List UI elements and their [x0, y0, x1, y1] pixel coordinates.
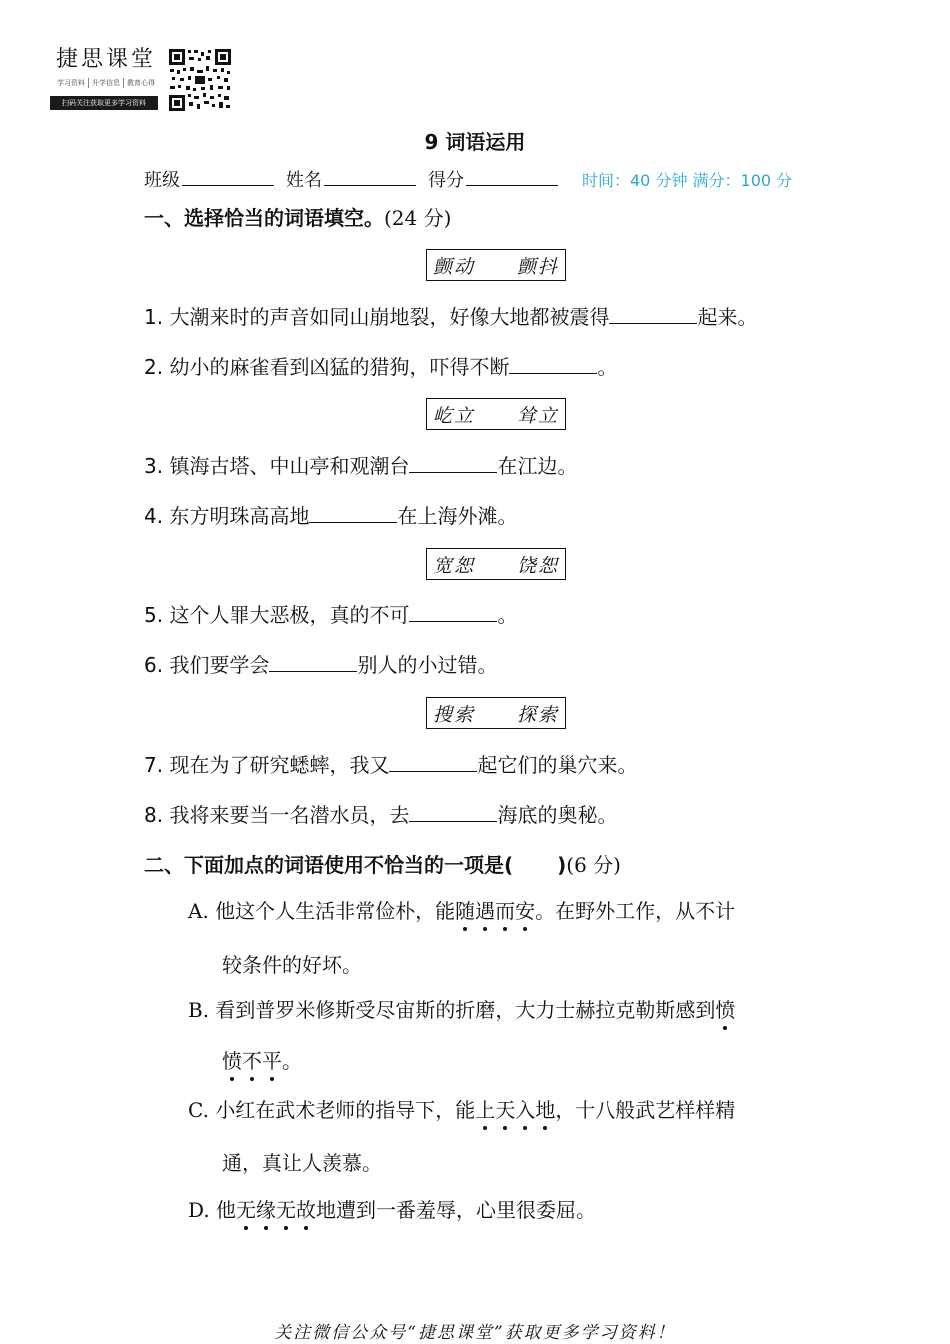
option-b-continued [222, 1045, 302, 1074]
answer-blank[interactable] [409, 452, 497, 473]
question-text: 镇海古塔、中山亭和观潮台 [169, 454, 410, 478]
question-text: 海底的奥秘。 [497, 803, 618, 827]
section-score: (24 分) [384, 206, 452, 230]
section-heading-text: 一、选择恰当的词语填空。 [144, 206, 384, 230]
option-text: ，十八般武艺样样精 [555, 1098, 736, 1122]
word-option: 屹立 [433, 404, 476, 427]
option-text: 看到普罗米修斯受尽宙斯的折磨，大力士赫拉克勒斯感到 [215, 998, 716, 1022]
option-a-continued [222, 949, 362, 978]
question-number: 8. [144, 803, 164, 827]
emphasis-char: 愤 [715, 998, 736, 1022]
question-text: 。 [497, 603, 518, 627]
dotted-word [222, 1049, 282, 1073]
logo-tag: 学习资料 [54, 78, 89, 88]
name-blank[interactable] [324, 167, 416, 186]
dotted-word [455, 899, 535, 923]
word-option: 饶恕 [516, 554, 559, 577]
name-label: 姓名 [286, 170, 322, 191]
page-title: 9 词语运用 [424, 130, 526, 154]
question-number: 3. [144, 454, 164, 478]
option-text: 地遭到一番羞辱，心里很委屈。 [316, 1198, 597, 1222]
option-text: 。 [282, 1049, 302, 1073]
emphasis-char: 而 [495, 899, 516, 923]
answer-blank[interactable] [269, 651, 357, 672]
emphasis-char: 入 [515, 1098, 536, 1122]
option-label: A. [188, 899, 209, 923]
section-2-heading [144, 849, 621, 878]
question [144, 649, 497, 678]
section-1-heading [144, 202, 451, 231]
option-d [188, 1194, 596, 1223]
question-text: 起它们的巢穴来。 [477, 753, 638, 777]
class-blank[interactable] [182, 167, 274, 186]
question-number: 7. [144, 753, 164, 777]
question [144, 599, 517, 628]
option-label: D. [188, 1198, 210, 1222]
emphasis-char: 缘 [256, 1198, 277, 1222]
question-number: 2. [144, 355, 164, 379]
score-label: 得分 [428, 170, 464, 191]
question [144, 749, 637, 778]
option-c [188, 1094, 735, 1123]
option-a [188, 895, 735, 924]
emphasis-char: 不 [242, 1049, 262, 1073]
word-option: 宽恕 [433, 554, 476, 577]
student-info-line [144, 166, 792, 192]
question-number: 6. [144, 653, 164, 677]
question-text: 现在为了研究蟋蟀，我又 [169, 753, 390, 777]
emphasis-char: 愤 [222, 1049, 242, 1073]
question-number: 1. [144, 305, 164, 329]
question-text: 这个人罪大恶极，真的不可 [169, 603, 410, 627]
word-choice-box [426, 398, 566, 430]
word-choice-box [426, 697, 566, 729]
qr-code-icon [168, 48, 232, 112]
emphasis-char: 天 [495, 1098, 516, 1122]
question-text: 我们要学会 [169, 653, 270, 677]
question-text: 在上海外滩。 [397, 504, 518, 528]
emphasis-char: 无 [276, 1198, 297, 1222]
emphasis-char: 故 [296, 1198, 317, 1222]
answer-blank[interactable] [609, 303, 697, 324]
word-option: 搜索 [433, 703, 476, 726]
question-text: 东方明珠高高地 [169, 504, 310, 528]
word-option: 耸立 [516, 404, 559, 427]
section-score: (6 分) [566, 853, 621, 877]
option-b [188, 994, 735, 1023]
logo-tag: 升学信息 [89, 78, 124, 88]
option-c-continued [222, 1147, 382, 1176]
question [144, 799, 617, 828]
question-number: 4. [144, 504, 164, 528]
question [144, 450, 577, 479]
footer-note: 关注微信公众号“捷思课堂”获取更多学习资料！ [274, 1323, 676, 1343]
question-text: 在江边。 [497, 454, 578, 478]
section-heading-text: ) [557, 853, 567, 877]
word-option: 颤动 [433, 255, 476, 278]
question [144, 351, 617, 380]
answer-blank[interactable] [409, 801, 497, 822]
emphasis-char: 平 [262, 1049, 282, 1073]
word-choice-box [426, 249, 566, 281]
answer-blank[interactable] [389, 751, 477, 772]
score-blank[interactable] [466, 167, 558, 186]
option-text: 他这个人生活非常俭朴，能 [215, 899, 456, 923]
dotted-word [236, 1198, 316, 1222]
emphasis-char: 遇 [475, 899, 496, 923]
emphasis-char: 随 [455, 899, 476, 923]
emphasis-char: 无 [236, 1198, 257, 1222]
logo-slogan-bar: 扫码关注获取更多学习资料 [50, 96, 158, 110]
answer-blank[interactable] [509, 353, 597, 374]
answer-blank[interactable] [309, 502, 397, 523]
word-choice-box [426, 548, 566, 580]
option-text: 通，真让人羡慕。 [222, 1151, 382, 1175]
emphasis-char: 上 [475, 1098, 496, 1122]
option-text: 他 [216, 1198, 237, 1222]
emphasis-char: 地 [535, 1098, 556, 1122]
brand-logo [50, 46, 160, 112]
dotted-word [475, 1098, 555, 1122]
question-text: 我将来要当一名潜水员，去 [169, 803, 410, 827]
option-label: C. [188, 1098, 209, 1122]
word-option: 探索 [516, 703, 559, 726]
logo-tag: 教育心得 [127, 79, 155, 87]
section-heading-text: 二、下面加点的词语使用不恰当的一项是( [144, 853, 514, 877]
logo-tags [54, 78, 160, 88]
question-text: 。 [597, 355, 618, 379]
question [144, 500, 517, 529]
question-text: 起来。 [697, 305, 758, 329]
option-text: 。在野外工作，从不计 [535, 899, 736, 923]
question-number: 5. [144, 603, 164, 627]
answer-blank[interactable] [409, 601, 497, 622]
option-text: 较条件的好坏。 [222, 953, 362, 977]
time-and-score: 时间：40 分钟 满分：100 分 [582, 171, 793, 190]
question-text: 大潮来时的声音如同山崩地裂，好像大地都被震得 [169, 305, 610, 329]
emphasis-char: 安 [515, 899, 536, 923]
option-text: 小红在武术老师的指导下，能 [215, 1098, 476, 1122]
word-option: 颤抖 [516, 255, 559, 278]
question [144, 301, 757, 330]
dotted-word [715, 998, 735, 1022]
class-label: 班级 [144, 170, 180, 191]
option-label: B. [188, 998, 210, 1022]
question-text: 幼小的麻雀看到凶猛的猎狗，吓得不断 [169, 355, 510, 379]
question-text: 别人的小过错。 [357, 653, 498, 677]
logo-title: 捷思课堂 [56, 47, 157, 72]
